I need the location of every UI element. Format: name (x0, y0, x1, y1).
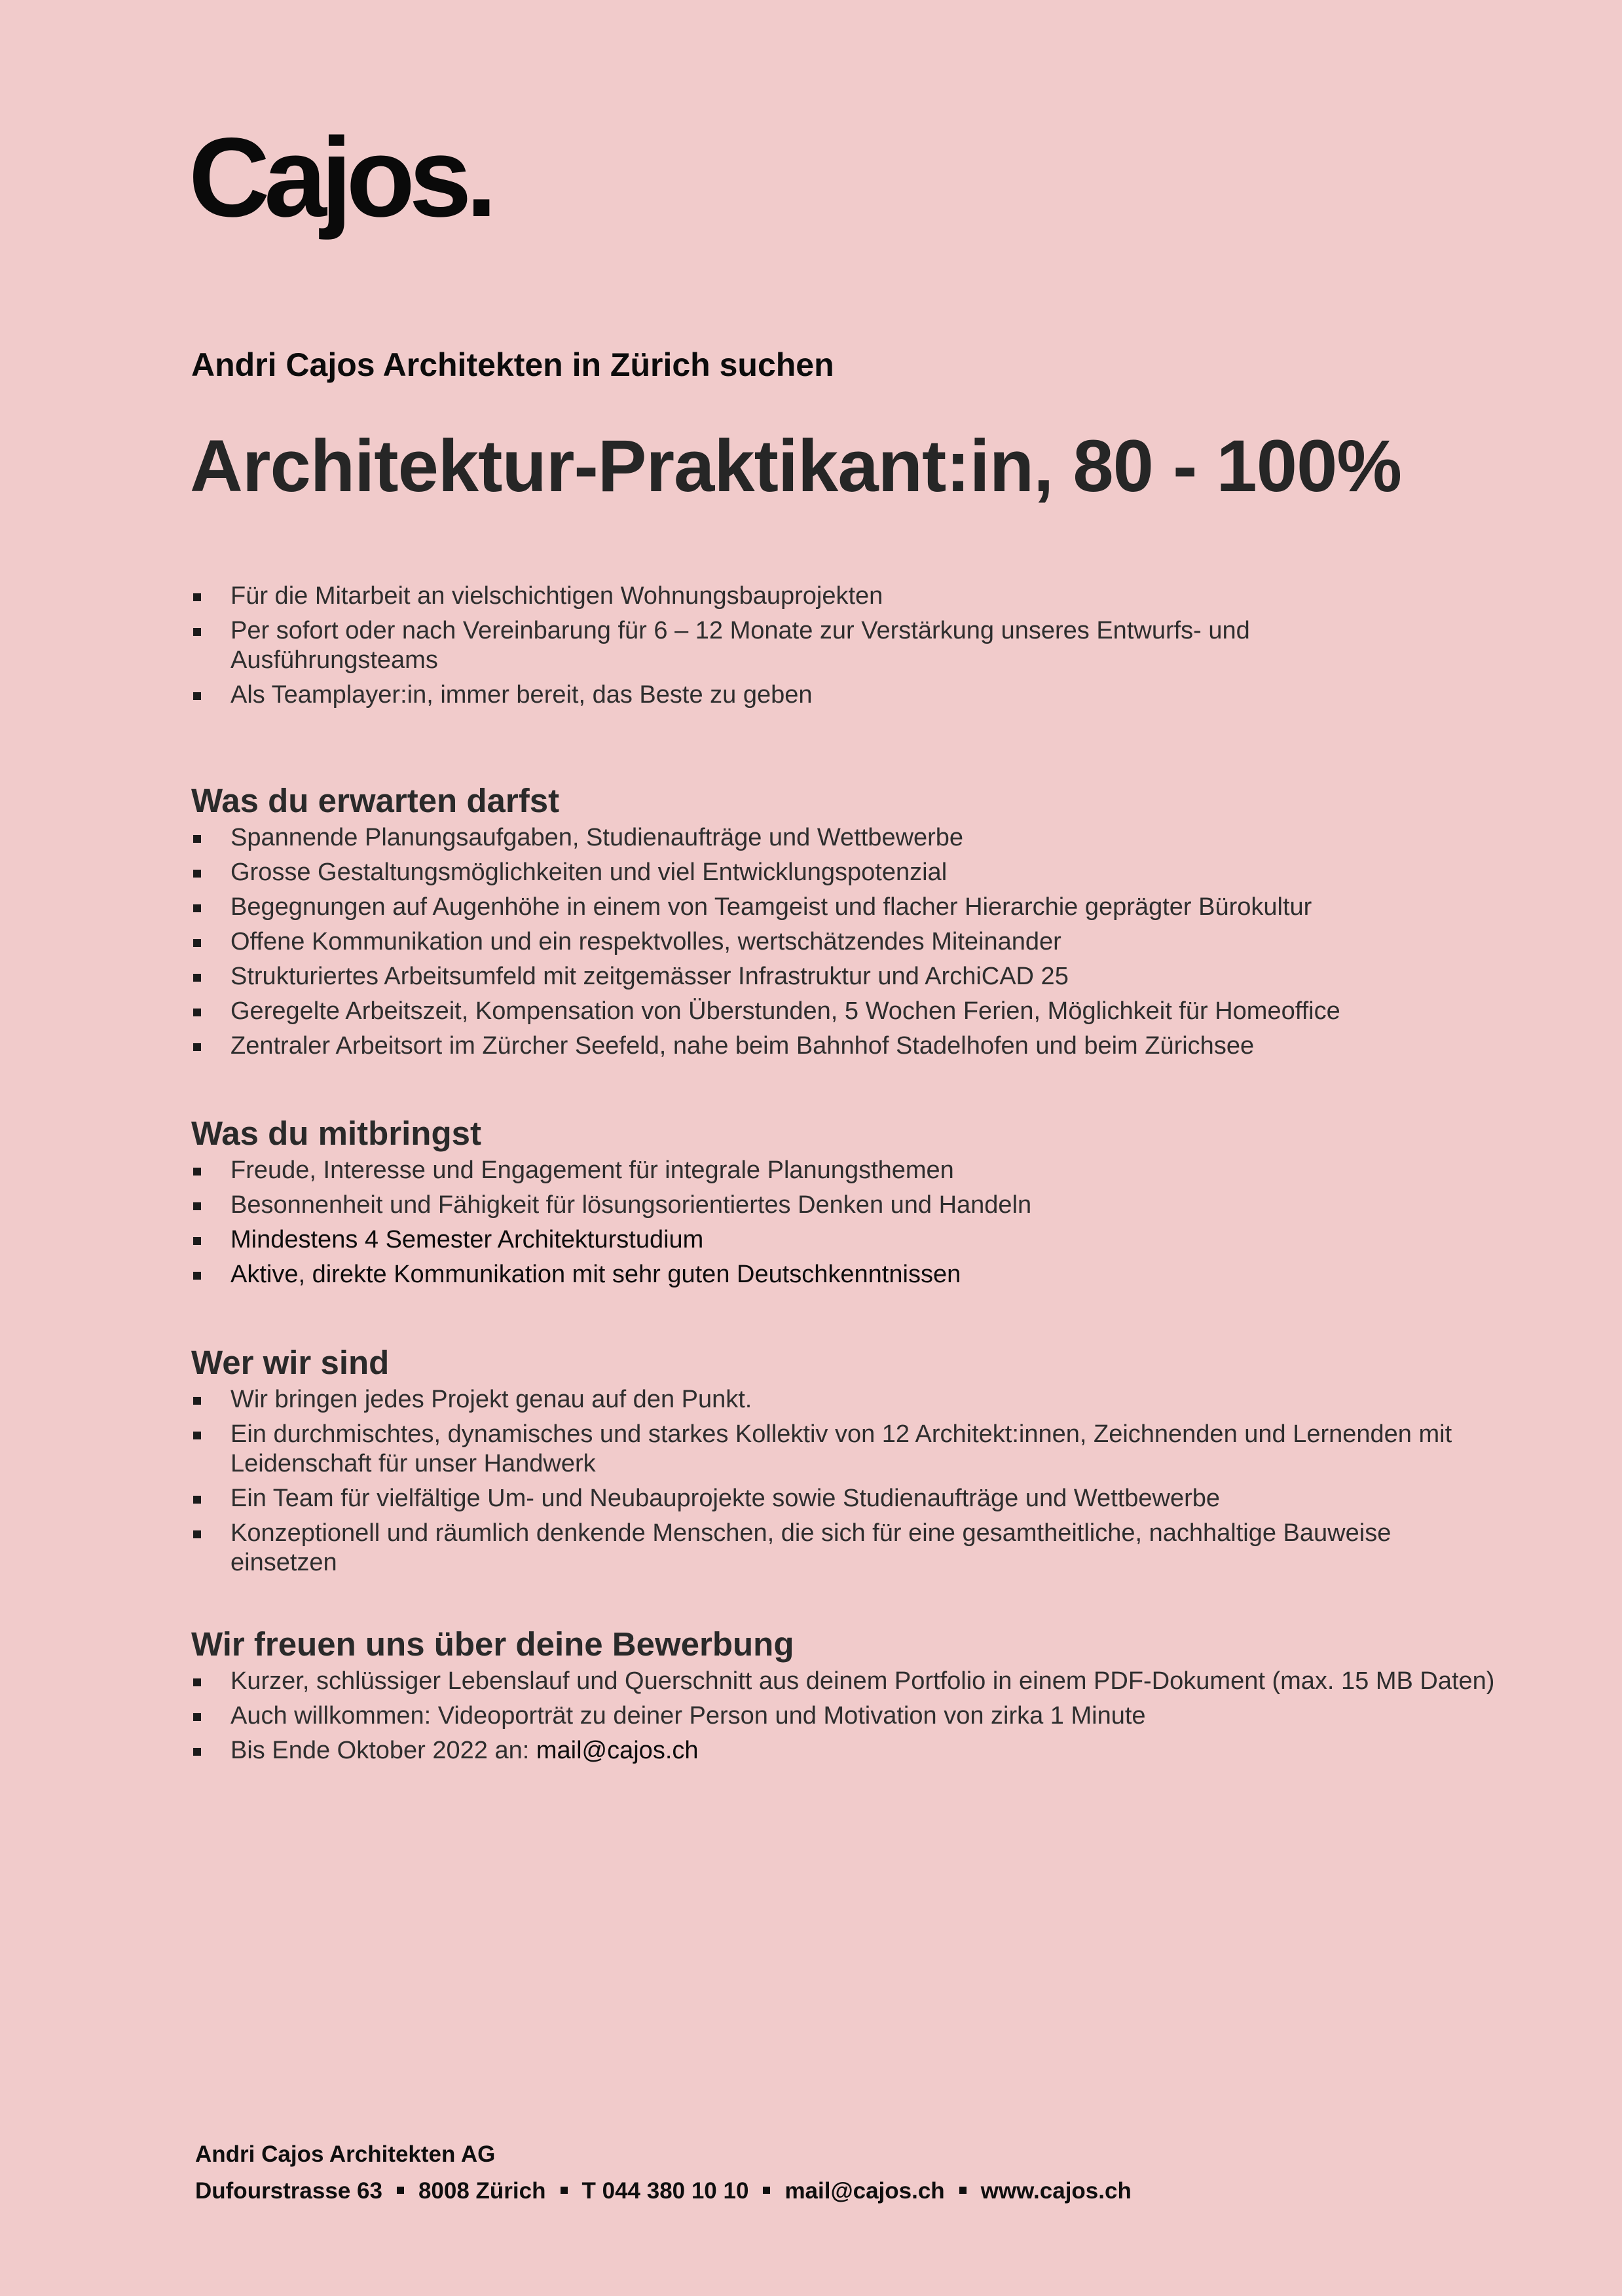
list-item-text: Besonnenheit und Fähigkeit für lösungsorientiertes Denken und Handeln (230, 1191, 1032, 1219)
list-item (191, 962, 1540, 991)
bullet-square-icon (193, 1530, 201, 1538)
apply-list (191, 1667, 1540, 1766)
list-item (191, 1667, 1540, 1696)
section-heading: Was du mitbringst (191, 1115, 481, 1152)
list-item (191, 823, 1540, 853)
list-item-text: Geregelte Arbeitszeit, Kompensation von Überstunden, 5 Wochen Ferien, Möglichkeit für Homeoffice (230, 997, 1340, 1026)
footer-street: Dufourstrasse 63 (195, 2178, 382, 2204)
job-title: Architektur-Praktikant:in, 80 - 100% (190, 425, 1401, 507)
footer-phone[interactable]: T 044 380 10 10 (581, 2178, 749, 2204)
bullet-square-icon (193, 593, 201, 601)
list-item-text: Offene Kommunikation und ein respektvolles, wertschätzendes Miteinander (230, 928, 1061, 956)
list-item (191, 997, 1540, 1026)
separator-square-icon (959, 2187, 967, 2194)
list-item-text: Kurzer, schlüssiger Lebenslauf und Querschnitt aus deinem Portfolio in einem PDF-Dokument (max. 15 MB Daten) (230, 1667, 1495, 1695)
bullet-square-icon (193, 1397, 201, 1405)
list-item-text: Begegnungen auf Augenhöhe in einem von Teamgeist und flacher Hierarchie geprägter Bürokultur (230, 893, 1312, 921)
bullet-square-icon (193, 1272, 201, 1280)
list-item-text: Konzeptionell und räumlich denkende Menschen, die sich für eine gesamtheitliche, nachhaltige Bauweise einsetzen (230, 1519, 1392, 1577)
list-item-text: Für die Mitarbeit an vielschichtigen Wohnungsbauprojekten (230, 582, 883, 610)
bullet-square-icon (193, 628, 201, 636)
section-heading: Wer wir sind (191, 1344, 390, 1381)
footer (195, 2136, 1132, 2210)
list-item (191, 1519, 1462, 1578)
list-item-text: Mindestens 4 Semester Architekturstudium (230, 1226, 704, 1254)
list-item (191, 1484, 1540, 1513)
intro-text: Andri Cajos Architekten in Zürich suchen (191, 346, 834, 383)
list-item-text: Spannende Planungsaufgaben, Studienaufträge und Wettbewerbe (230, 824, 964, 852)
footer-web[interactable]: www.cajos.ch (980, 2178, 1132, 2204)
apply-email-link[interactable]: mail@cajos.ch (536, 1737, 699, 1765)
list-item (191, 1736, 1540, 1766)
bullet-square-icon (193, 1496, 201, 1504)
bring-list (191, 1156, 1540, 1289)
bullet-square-icon (193, 870, 201, 878)
section-heading: Was du erwarten darfst (191, 782, 560, 819)
list-item (191, 680, 1540, 710)
list-item-text: Freude, Interesse und Engagement für integrale Planungsthemen (230, 1157, 954, 1185)
bullet-square-icon (193, 1237, 201, 1245)
separator-square-icon (763, 2187, 770, 2194)
about-list (191, 1385, 1540, 1578)
footer-email[interactable]: mail@cajos.ch (784, 2178, 945, 2204)
footer-company: Andri Cajos Architekten AG (195, 2141, 496, 2167)
list-item-text: Ein durchmischtes, dynamisches und starkes Kollektiv von 12 Architekt:innen, Zeichnenden und Lernenden mit Leidenschaft für unser Handwerk (230, 1420, 1452, 1478)
summary-list (191, 582, 1540, 710)
bullet-square-icon (193, 939, 201, 947)
list-item-text: Ein Team für vielfältige Um- und Neubauprojekte sowie Studienaufträge und Wettbewerbe (230, 1485, 1221, 1513)
list-item (191, 893, 1540, 922)
footer-contact-row (195, 2173, 1132, 2210)
list-item (191, 1031, 1540, 1061)
bullet-square-icon (193, 1678, 201, 1686)
bullet-square-icon (193, 1202, 201, 1210)
list-item-text: Per sofort oder nach Vereinbarung für 6 – 12 Monate zur Verstärkung unseres Entwurfs- und Ausführungsteams (230, 617, 1250, 674)
bullet-square-icon (193, 835, 201, 843)
list-item (191, 858, 1540, 887)
separator-square-icon (397, 2187, 404, 2194)
footer-city: 8008 Zürich (418, 2178, 546, 2204)
list-item-text: Grosse Gestaltungsmöglichkeiten und viel Entwicklungspotenzial (230, 859, 948, 887)
bullet-square-icon (193, 1748, 201, 1756)
section-about (191, 1342, 1540, 1583)
list-item (191, 1156, 1540, 1185)
bullet-square-icon (193, 692, 201, 700)
expect-list (191, 823, 1540, 1061)
bullet-square-icon (193, 904, 201, 912)
list-item-text: Wir bringen jedes Projekt genau auf den Punkt. (230, 1386, 752, 1414)
section-expect (191, 781, 1540, 1066)
bullet-square-icon (193, 1168, 201, 1176)
bullet-square-icon (193, 1713, 201, 1721)
bullet-square-icon (193, 1043, 201, 1051)
section-apply (191, 1624, 1540, 1771)
list-item-text: Aktive, direkte Kommunikation mit sehr guten Deutschkenntnissen (230, 1261, 961, 1289)
list-item (191, 1385, 1540, 1415)
bullet-square-icon (193, 974, 201, 982)
summary-block (191, 582, 1540, 715)
bullet-square-icon (193, 1432, 201, 1439)
list-item-text: Als Teamplayer:in, immer bereit, das Beste zu geben (230, 681, 813, 709)
list-item (191, 1225, 1540, 1255)
list-item-text: Auch willkommen: Videoporträt zu deiner Person und Motivation von zirka 1 Minute (230, 1702, 1146, 1730)
bullet-square-icon (193, 1009, 201, 1016)
section-heading: Wir freuen uns über deine Bewerbung (191, 1625, 794, 1663)
list-item-text: Strukturiertes Arbeitsumfeld mit zeitgemässer Infrastruktur und ArchiCAD 25 (230, 963, 1069, 991)
company-logo: Cajos. (189, 115, 492, 240)
list-item (191, 927, 1540, 957)
list-item (191, 1420, 1475, 1479)
section-bring (191, 1113, 1540, 1295)
list-item (191, 1191, 1540, 1220)
list-item (191, 582, 1540, 611)
list-item (191, 1701, 1540, 1731)
deadline-text: Bis Ende Oktober 2022 an: (230, 1737, 536, 1765)
list-item-text: Zentraler Arbeitsort im Zürcher Seefeld, nahe beim Bahnhof Stadelhofen und beim Zürichsee (230, 1032, 1255, 1060)
list-item (191, 616, 1344, 675)
separator-square-icon (561, 2187, 568, 2194)
list-item (191, 1260, 1540, 1289)
